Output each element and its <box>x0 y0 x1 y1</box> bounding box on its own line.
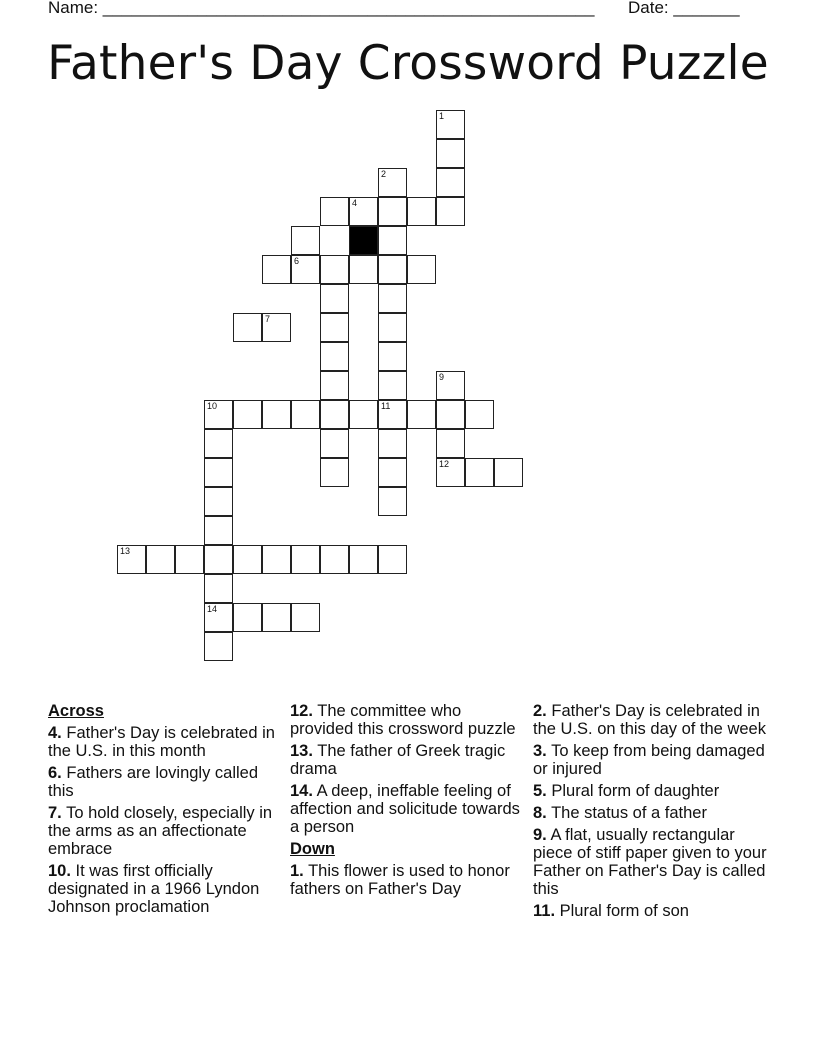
clue-across-14 <box>290 782 522 836</box>
clue-number: 14. <box>290 782 313 800</box>
grid-cell[interactable] <box>233 603 262 632</box>
clue-text: Fathers are lovingly called this <box>48 764 259 800</box>
grid-cell[interactable] <box>320 545 349 574</box>
grid-cell[interactable] <box>204 429 233 458</box>
cell-number: 13 <box>120 546 131 556</box>
cell-number: 6 <box>294 256 300 266</box>
grid-cell[interactable] <box>436 458 465 487</box>
cell-number: 10 <box>207 401 218 411</box>
grid-cell[interactable] <box>436 371 465 400</box>
cell-number: 7 <box>265 314 271 324</box>
grid-cell[interactable] <box>320 371 349 400</box>
clue-number: 9. <box>533 826 547 844</box>
grid-cell[interactable] <box>349 255 378 284</box>
grid-cell[interactable] <box>204 458 233 487</box>
grid-cell[interactable] <box>291 400 320 429</box>
clue-number: 4. <box>48 724 62 742</box>
cell-number: 11 <box>381 401 391 411</box>
grid-cell[interactable] <box>146 545 175 574</box>
grid-cell[interactable] <box>436 400 465 429</box>
grid-cell[interactable] <box>320 400 349 429</box>
down-heading: Down <box>290 840 335 858</box>
clue-text: Father's Day is celebrated in the U.S. on this day of the week <box>533 702 766 738</box>
cell-number: 1 <box>439 111 445 121</box>
grid-cell[interactable] <box>320 255 349 284</box>
clue-number: 2. <box>533 702 547 720</box>
clue-across-4 <box>48 724 280 760</box>
clue-across-7 <box>48 804 280 858</box>
clue-number: 6. <box>48 764 62 782</box>
grid-cell[interactable] <box>378 168 407 197</box>
grid-cell[interactable] <box>204 400 233 429</box>
grid-cell[interactable] <box>233 545 262 574</box>
grid-cell[interactable] <box>262 603 291 632</box>
grid-cell[interactable] <box>291 226 320 255</box>
grid-cell[interactable] <box>349 197 378 226</box>
grid-block <box>349 226 378 255</box>
clue-number: 8. <box>533 804 547 822</box>
clue-text: A flat, usually rectangular piece of stiff paper given to your Father on Father's Day is called this <box>533 826 767 898</box>
grid-cell[interactable] <box>291 255 320 284</box>
grid-cell[interactable] <box>407 400 436 429</box>
grid-cell[interactable] <box>378 487 407 516</box>
clue-text: The committee who provided this crossword puzzle <box>290 702 516 738</box>
clue-down-9 <box>533 826 773 898</box>
clue-text: Plural form of son <box>559 902 689 920</box>
grid-cell[interactable] <box>233 313 262 342</box>
clue-number: 7. <box>48 804 62 822</box>
grid-cell[interactable] <box>320 284 349 313</box>
grid-cell[interactable] <box>378 226 407 255</box>
clue-number: 10. <box>48 862 71 880</box>
clue-number: 3. <box>533 742 547 760</box>
grid-cell[interactable] <box>378 342 407 371</box>
grid-cell[interactable] <box>378 429 407 458</box>
grid-cell[interactable] <box>378 400 407 429</box>
clue-across-10 <box>48 862 280 916</box>
across-heading: Across <box>48 702 104 720</box>
grid-cell[interactable] <box>262 545 291 574</box>
clue-down-2 <box>533 702 773 738</box>
clue-text: This flower is used to honor fathers on Father's Day <box>290 862 510 898</box>
clue-across-6 <box>48 764 280 800</box>
grid-cell[interactable] <box>378 545 407 574</box>
grid-cell[interactable] <box>320 342 349 371</box>
grid-cell[interactable] <box>175 545 204 574</box>
clue-text: To hold closely, especially in the arms as an affectionate embrace <box>48 804 273 858</box>
clue-text: A deep, ineffable feeling of affection and solicitude towards a person <box>290 782 520 836</box>
clue-down-5 <box>533 782 773 800</box>
grid-cell[interactable] <box>320 313 349 342</box>
grid-cell[interactable] <box>378 313 407 342</box>
grid-cell[interactable] <box>291 603 320 632</box>
clues-column-3 <box>533 702 773 924</box>
clue-text: Plural form of daughter <box>551 782 720 800</box>
clue-down-1 <box>290 862 522 898</box>
grid-cell[interactable] <box>291 545 320 574</box>
page-title: Father's Day Crossword Puzzle <box>47 36 769 91</box>
grid-cell[interactable] <box>204 487 233 516</box>
clue-number: 1. <box>290 862 304 880</box>
cell-number: 2 <box>381 169 387 179</box>
grid-cell[interactable] <box>436 139 465 168</box>
grid-cell[interactable] <box>436 110 465 139</box>
grid-cell[interactable] <box>378 458 407 487</box>
grid-cell[interactable] <box>262 255 291 284</box>
grid-cell[interactable] <box>204 516 233 545</box>
clue-across-13 <box>290 742 522 778</box>
grid-cell[interactable] <box>204 603 233 632</box>
cell-number: 9 <box>439 372 445 382</box>
grid-cell[interactable] <box>436 168 465 197</box>
grid-cell[interactable] <box>233 400 262 429</box>
grid-cell[interactable] <box>349 400 378 429</box>
cell-number: 14 <box>207 604 218 614</box>
grid-cell[interactable] <box>378 197 407 226</box>
grid-cell[interactable] <box>204 632 233 661</box>
grid-cell[interactable] <box>349 545 378 574</box>
clue-text: It was first officially designated in a 1966 Lyndon Johnson proclamation <box>48 862 260 916</box>
grid-cell[interactable] <box>436 429 465 458</box>
clue-number: 13. <box>290 742 313 760</box>
date-field-label: Date: _______ <box>628 0 740 17</box>
name-field-label: Name: ____________________________________________________ <box>48 0 595 17</box>
grid-cell[interactable] <box>465 400 494 429</box>
clue-text: Father's Day is celebrated in the U.S. in this month <box>48 724 275 760</box>
clue-text: To keep from being damaged or injured <box>533 742 765 778</box>
cell-number: 12 <box>439 459 450 469</box>
clue-down-11 <box>533 902 773 920</box>
grid-cell[interactable] <box>436 197 465 226</box>
clue-number: 12. <box>290 702 313 720</box>
clue-number: 5. <box>533 782 547 800</box>
grid-cell[interactable] <box>262 400 291 429</box>
clue-text: The status of a father <box>551 804 707 822</box>
grid-cell[interactable] <box>378 255 407 284</box>
grid-cell[interactable] <box>378 371 407 400</box>
clues-column-1 <box>48 702 280 920</box>
clues-column-2 <box>290 702 522 902</box>
cell-number: 4 <box>352 198 358 208</box>
grid-cell[interactable] <box>378 284 407 313</box>
grid-cell[interactable] <box>320 429 349 458</box>
grid-cell[interactable] <box>494 458 523 487</box>
grid-cell[interactable] <box>262 313 291 342</box>
grid-cell[interactable] <box>407 255 436 284</box>
clue-down-8 <box>533 804 773 822</box>
grid-cell[interactable] <box>204 545 233 574</box>
clue-down-3 <box>533 742 773 778</box>
clue-across-12 <box>290 702 522 738</box>
grid-cell[interactable] <box>117 545 146 574</box>
grid-cell[interactable] <box>465 458 494 487</box>
clue-number: 11. <box>533 902 556 920</box>
clue-text: The father of Greek tragic drama <box>290 742 506 778</box>
grid-cell[interactable] <box>320 458 349 487</box>
grid-cell[interactable] <box>407 197 436 226</box>
grid-cell[interactable] <box>320 197 349 226</box>
grid-cell[interactable] <box>204 574 233 603</box>
